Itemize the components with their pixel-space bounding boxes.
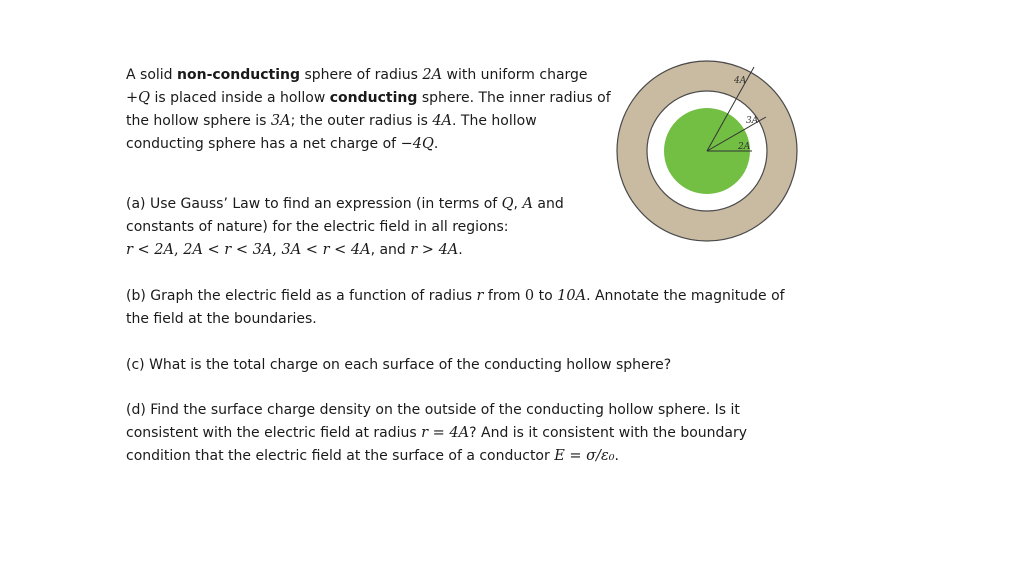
- question-d: (d) Find the surface charge density on the outside of the conducting hollow sphere. Is it consistent with the electric field at radius r = 4A? And is it consistent with the boundary condition that the electric field at the surface of a conductor E = σ/ε₀.: [126, 402, 748, 464]
- hollow-outer-radius: 4A: [432, 113, 453, 129]
- problem-statement: [126, 64, 616, 156]
- conducting-emphasis: conducting: [329, 90, 418, 106]
- region-3: 3A < r < 4A: [281, 242, 371, 258]
- label-3a: 3A: [746, 116, 759, 126]
- question-b: (b) Graph the electric field as a function of radius r from 0 to 10A. Annotate the magnitude of the field at the boundaries.: [126, 288, 785, 327]
- regions-list: r < 2A, 2A < r < 3A, 3A < r < 4A, and r > 4A.: [126, 242, 463, 258]
- region-2: 2A < r < 3A: [183, 242, 273, 258]
- label-2a: 2A: [738, 142, 751, 152]
- label-4a: 4A: [734, 76, 747, 86]
- boundary-condition-equation: E = σ/ε₀: [554, 448, 615, 464]
- radius-equation: r = 4A: [421, 425, 470, 441]
- non-conducting-emphasis: non-conducting: [177, 67, 301, 83]
- sphere-diagram: [616, 60, 806, 245]
- solid-radius: 2A: [422, 67, 443, 83]
- region-4: r > 4A: [410, 242, 459, 258]
- region-1: r < 2A: [126, 242, 174, 258]
- question-c: (c) What is the total charge on each surface of the conducting hollow sphere?: [126, 357, 672, 373]
- solid-charge: +Q: [126, 90, 151, 106]
- hollow-inner-radius: 3A: [270, 113, 291, 129]
- question-a: (a) Use Gauss’ Law to find an expression (in terms of Q, A and constants of nature) for the electric field in all regions: r < 2A, 2A < r < 3A, 3A < r < 4A, and r > 4A.: [126, 193, 616, 262]
- problem-intro-paragraph: A solid non-conducting sphere of radius 2A with uniform charge +Q is placed inside a hollow conducting sphere. The inner radius of the hollow sphere is 3A; the outer radius is 4A. The hollow conducting sphere has a net charge of −4Q.: [126, 67, 611, 152]
- hollow-net-charge: −4Q: [400, 136, 434, 152]
